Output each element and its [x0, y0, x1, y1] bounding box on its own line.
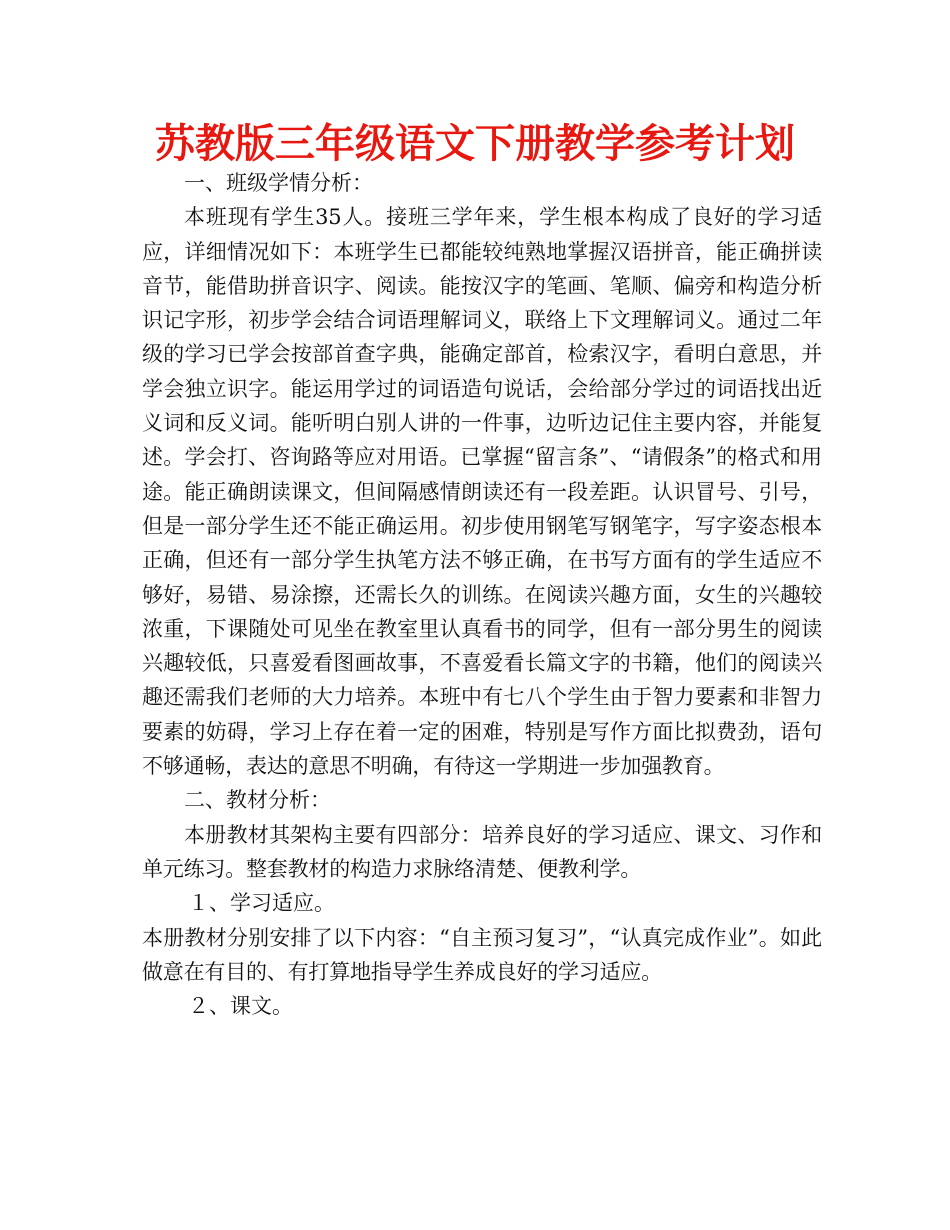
class-analysis-paragraph: 本班现有学生35人。接班三学年来，学生根本构成了良好的学习适应，详细情况如下：本班学生已都能较纯熟地掌握汉语拼音，能正确拼读音节，能借助拼音识字、阅读。能按汉字的笔画、笔顺、偏旁和构造分析识记字形，初步学会结合词语理解词义，联络上下文理解词义。通过二年级的学习已学会按部首查字典，能确定部首，检索汉字，看明白意思，并学会独立识字。能运用学过的词语造句说话，会给部分学过的词语找出近义词和反义词。能听明白别人讲的一件事，边听边记住主要内容，并能复述。学会打、咨询路等应对用语。已掌握“留言条”、“请假条”的格式和用途。能正确朗读课文，但间隔感情朗读还有一段差距。认识冒号、引号，但是一部分学生还不能正确运用。初步使用钢笔写钢笔字，写字姿态根本正确，但还有一部分学生执笔方法不够正确，在书写方面有的学生适应不够好，易错、易涂擦，还需长久的训练。在阅读兴趣方面，女生的兴趣较浓重，下课随处可见坐在教室里认真看书的同学，但有一部分男生的阅读兴趣较低，只喜爱看图画故事，不喜爱看长篇文字的书籍，他们的阅读兴趣还需我们老师的大力培养。本班中有七八个学生由于智力要素和非智力要素的妨碍，学习上存在着一定的困难，特别是写作方面比拟费劲，语句不够通畅，表达的意思不明确，有待这一学期进一步加强教育。 — [142, 205, 822, 779]
section-heading-textbook-analysis: 二、教材分析： — [184, 788, 331, 813]
study-habits-paragraph: 本册教材分别安排了以下内容：“自主预习复习”，“认真完成作业”。如此做意在有目的、有打算地指导学生养成良好的学习适应。 — [142, 925, 822, 984]
document-body — [142, 166, 822, 1023]
document-title: 苏教版三年级语文下册教学参考计划 — [155, 121, 795, 167]
section-heading-class-analysis: 一、班级学情分析： — [184, 171, 373, 195]
item-heading-study-habits: １、学习适应。 — [188, 891, 335, 916]
textbook-analysis-paragraph: 本册教材其架构主要有四部分：培养良好的学习适应、课文、习作和单元练习。整套教材的构造力求脉络清楚、便教利学。 — [142, 822, 822, 881]
item-heading-texts: ２、课文。 — [188, 994, 293, 1019]
